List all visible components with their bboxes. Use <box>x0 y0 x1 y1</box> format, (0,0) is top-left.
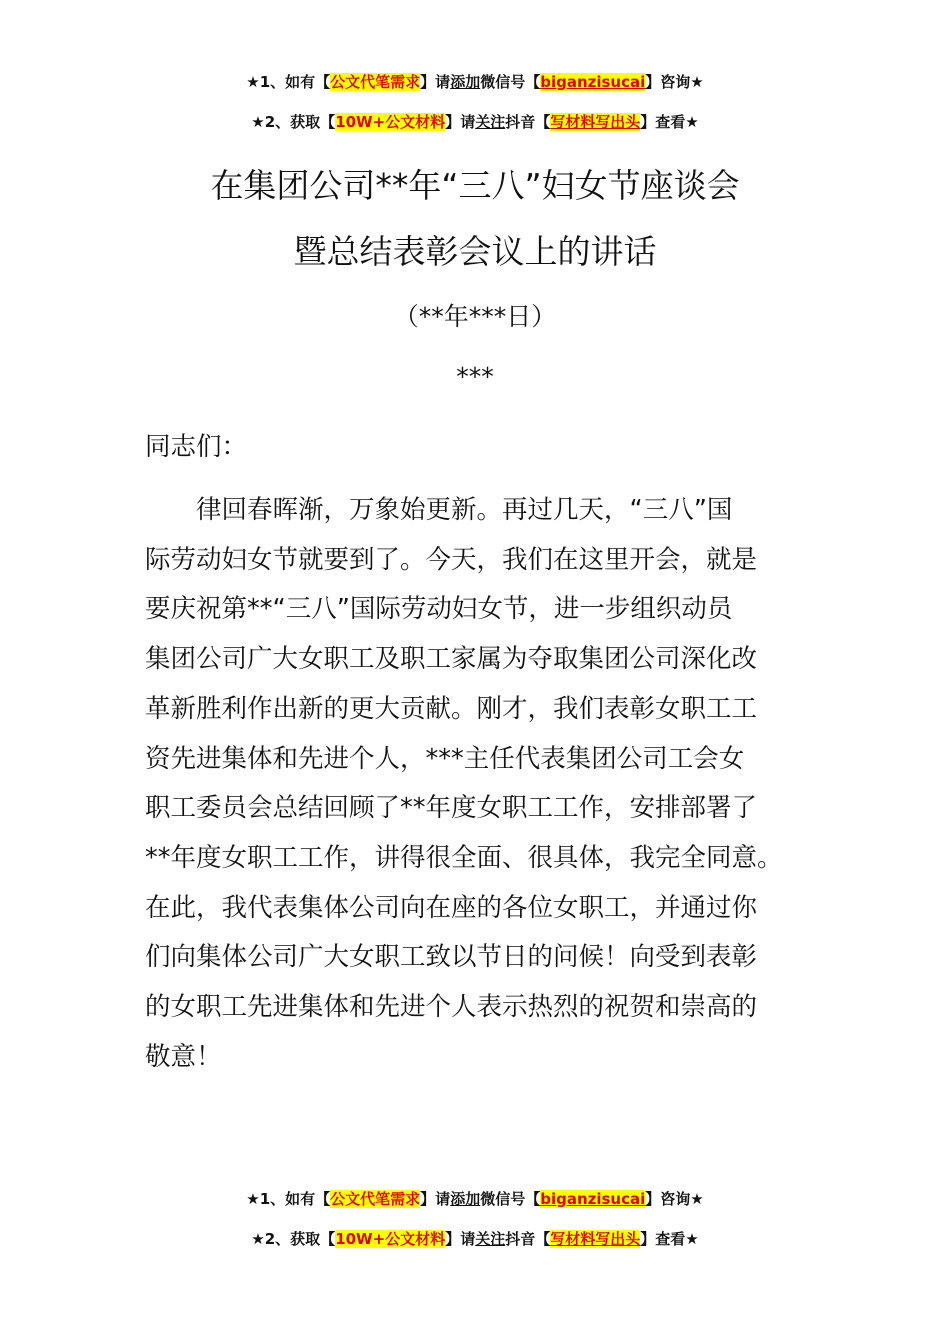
promo-text: 】查看★ <box>640 1230 699 1248</box>
paragraph-line: **年度女职工工作，讲得很全面、很具体，我完全同意。 <box>145 842 783 873</box>
promo-highlight: 公文代笔需求 <box>330 73 421 91</box>
promo-text: 】咨询★ <box>645 73 704 91</box>
paragraph-line: 在此，我代表集体公司向在座的各位女职工，并通过你 <box>145 892 758 923</box>
promo-text: 】查看★ <box>640 113 699 131</box>
promo-underline: 关注 <box>475 113 506 131</box>
douyin-id: 写材料写出头 <box>550 1230 641 1248</box>
salutation: 同志们： <box>145 432 248 462</box>
paragraph-line: 集团公司广大女职工及职工家属为夺取集团公司深化改 <box>145 644 758 675</box>
promo-text: ★1、如有【 <box>246 1190 331 1208</box>
promo-underline: 添加 <box>450 1190 481 1208</box>
promo-underline: 关注 <box>475 1230 506 1248</box>
promo-text: 】请 <box>420 1190 451 1208</box>
promo-text: 】请 <box>445 1230 476 1248</box>
speaker: *** <box>456 362 494 391</box>
promo-text: ★2、获取【 <box>251 113 336 131</box>
douyin-id: 写材料写出头 <box>550 113 641 131</box>
promo-text: ★1、如有【 <box>246 73 331 91</box>
title-line-1: 在集团公司**年“三八”妇女节座谈会 <box>210 166 740 205</box>
footer-promo-line-2 <box>0 1228 950 1249</box>
paragraph-line: 要庆祝第**“三八”国际劳动妇女节，进一步组织动员 <box>145 594 733 625</box>
wechat-id: biganzisucai <box>540 73 646 91</box>
promo-text: ★2、获取【 <box>251 1230 336 1248</box>
promo-text: 抖音【 <box>505 1230 551 1248</box>
paragraph-line: 革新胜利作出新的更大贡献。刚才，我们表彰女职工工 <box>145 693 758 724</box>
footer-promo-line-1 <box>0 1188 950 1209</box>
promo-text: 】咨询★ <box>645 1190 704 1208</box>
promo-text: 微信号【 <box>480 1190 541 1208</box>
title-line-2: 暨总结表彰会议上的讲话 <box>293 232 657 271</box>
promo-text: 】请 <box>445 113 476 131</box>
paragraph <box>145 486 825 1082</box>
promo-text: 抖音【 <box>505 113 551 131</box>
wechat-id: biganzisucai <box>540 1190 646 1208</box>
promo-highlight: 公文代笔需求 <box>330 1190 421 1208</box>
paragraph-line: 敬意！ <box>145 1041 222 1072</box>
promo-highlight: 10W+公文材料 <box>335 1230 446 1248</box>
promo-highlight: 10W+公文材料 <box>335 113 446 131</box>
promo-text: 微信号【 <box>480 73 541 91</box>
promo-text: 】请 <box>420 73 451 91</box>
paragraph-line: 们向集体公司广大女职工致以节日的问候！向受到表彰 <box>145 942 758 973</box>
paragraph-line: 际劳动妇女节就要到了。今天，我们在这里开会，就是 <box>145 544 758 575</box>
date: （**年***日） <box>393 302 557 331</box>
paragraph-line: 的女职工先进集体和先进个人表示热烈的祝贺和崇高的 <box>145 992 758 1023</box>
promo-underline: 添加 <box>450 73 481 91</box>
paragraph-line: 职工委员会总结回顾了**年度女职工工作，安排部署了 <box>145 793 758 824</box>
promo-line-1 <box>0 71 950 92</box>
paragraph-line: 律回春晖渐，万象始更新。再过几天，“三八”国 <box>145 495 733 525</box>
promo-line-2 <box>0 111 950 132</box>
paragraph-line: 资先进集体和先进个人，***主任代表集团公司工会女 <box>145 743 745 774</box>
